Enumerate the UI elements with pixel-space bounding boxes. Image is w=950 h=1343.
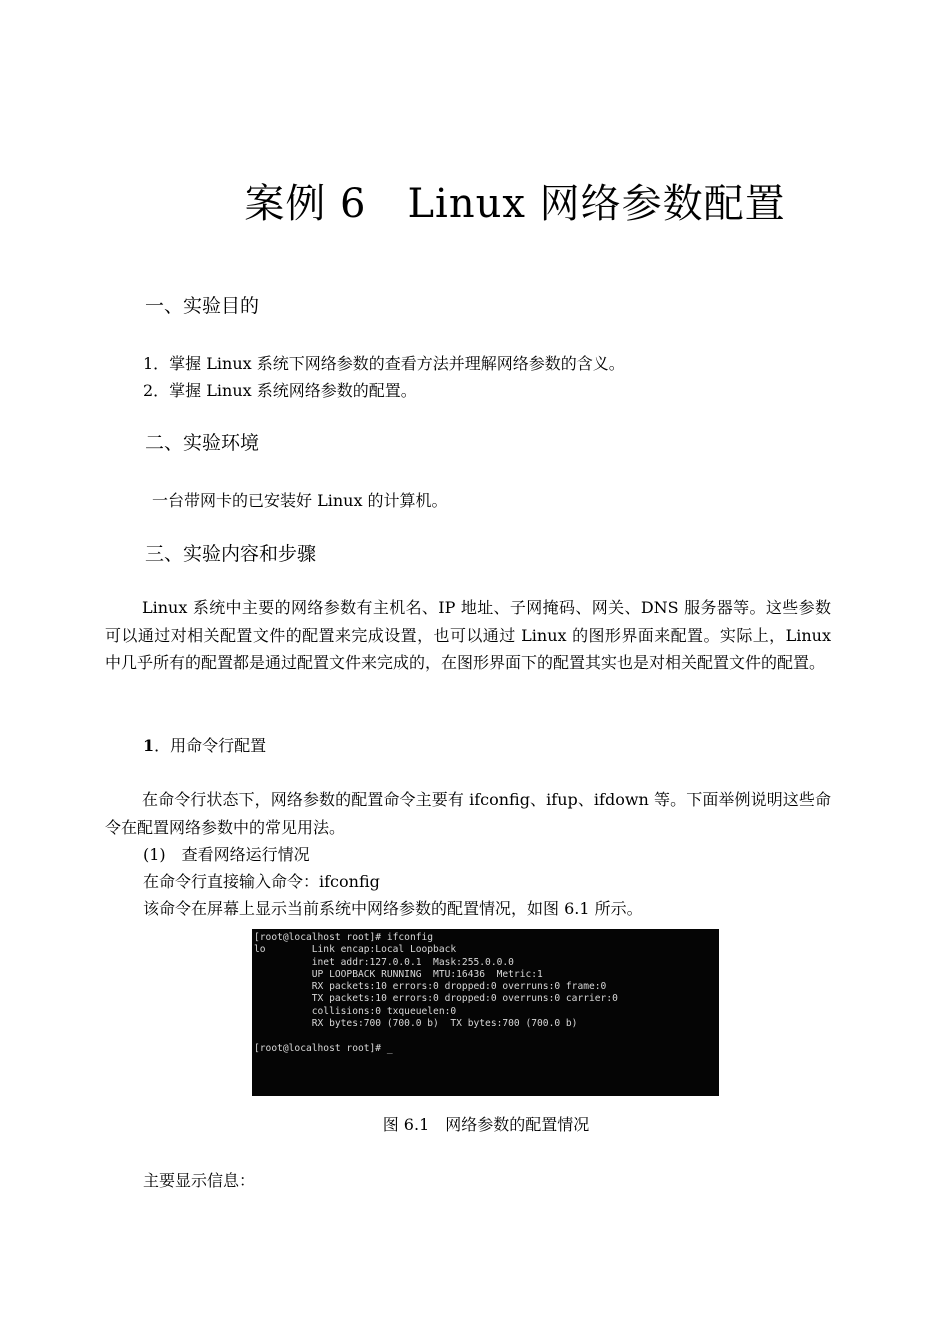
section-heading-purpose: 一、实验目的 [145, 295, 260, 317]
terminal-line: RX bytes:700 (700.0 b) TX bytes:700 (700.0 b) [254, 1018, 578, 1030]
step-1-command: 在命令行直接输入命令：ifconfig [143, 872, 380, 891]
terminal-line: lo Link encap:Local Loopback [254, 944, 457, 956]
terminal-line: RX packets:10 errors:0 dropped:0 overruns:0 frame:0 [254, 981, 607, 993]
cmdline-paragraph: 在命令行状态下，网络参数的配置命令主要有 ifconfig、ifup、ifdown 等。下面举例说明这些命令在配置网络参数中的常见用法。 [105, 790, 831, 837]
main-info-label: 主要显示信息： [143, 1171, 256, 1190]
step-1-title: (1) 查看网络运行情况 [143, 845, 310, 864]
terminal-line [254, 1030, 719, 1042]
step-1-description: 该命令在屏幕上显示当前系统中网络参数的配置情况，如图 6.1 所示。 [143, 899, 643, 918]
figure-caption: 图 6.1 网络参数的配置情况 [382, 1115, 590, 1134]
terminal-line: [root@localhost root]# ifconfig [254, 932, 434, 943]
subsection-title: ．用命令行配置 [154, 736, 267, 755]
section-heading-environment: 二、实验环境 [145, 432, 260, 454]
terminal-line: inet addr:127.0.0.1 Mask:255.0.0.0 [254, 956, 514, 968]
purpose-item-1: 1．掌握 Linux 系统下网络参数的查看方法并理解网络参数的含义。 [143, 354, 625, 373]
environment-text: 一台带网卡的已安装好 Linux 的计算机。 [152, 491, 448, 510]
terminal-line: UP LOOPBACK RUNNING MTU:16436 Metric:1 [254, 968, 543, 980]
section-heading-steps: 三、实验内容和步骤 [145, 543, 317, 565]
purpose-item-2: 2．掌握 Linux 系统网络参数的配置。 [143, 381, 417, 400]
subsection-heading-cmdline [143, 733, 266, 756]
terminal-line: collisions:0 txqueuelen:0 [254, 1005, 457, 1017]
intro-paragraph: Linux 系统中主要的网络参数有主机名、IP 地址、子网掩码、网关、DNS 服务器等。这些参数可以通过对相关配置文件的配置来完成设置，也可以通过 Linux 的图形界面来配置。实际上，Linux 中几乎所有的配置都是通过配置文件来完成的，在图形界面下的配置其实也是对相关配置文件的配置。 [105, 598, 831, 672]
terminal-screenshot [252, 929, 719, 1096]
terminal-line: TX packets:10 errors:0 dropped:0 overruns:0 carrier:0 [254, 993, 618, 1005]
terminal-line: [root@localhost root]# _ [254, 1042, 393, 1054]
subsection-number: 1 [143, 736, 155, 755]
page-title: 案例 6 Linux 网络参数配置 [244, 181, 786, 227]
